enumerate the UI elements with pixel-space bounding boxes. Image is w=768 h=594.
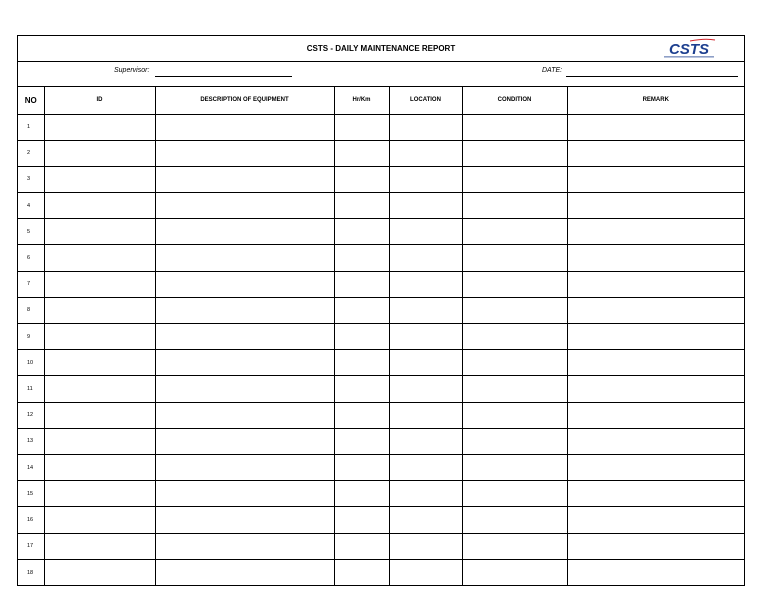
csts-logo-graphic <box>660 37 718 61</box>
table-row <box>18 454 744 480</box>
id-cell[interactable] <box>44 219 155 245</box>
column-header-remark: REMARK <box>567 87 744 114</box>
row-number: 14 <box>18 454 44 480</box>
table-row <box>18 271 744 297</box>
hr_km-cell[interactable] <box>334 350 389 376</box>
table-row <box>18 350 744 376</box>
description-cell[interactable] <box>155 559 334 585</box>
id-cell[interactable] <box>44 297 155 323</box>
row-number: 5 <box>18 219 44 245</box>
description-cell[interactable] <box>155 297 334 323</box>
condition-cell[interactable] <box>462 166 567 192</box>
id-cell[interactable] <box>44 324 155 350</box>
row-number: 4 <box>18 193 44 219</box>
description-cell[interactable] <box>155 428 334 454</box>
description-cell[interactable] <box>155 454 334 480</box>
meta-bar <box>18 62 744 87</box>
id-cell[interactable] <box>44 350 155 376</box>
column-header-hr_km: Hr/Km <box>334 87 389 114</box>
row-number: 1 <box>18 114 44 140</box>
condition-cell[interactable] <box>462 245 567 271</box>
title-bar <box>18 36 744 62</box>
location-cell[interactable] <box>389 454 462 480</box>
location-cell[interactable] <box>389 324 462 350</box>
table-row <box>18 324 744 350</box>
description-cell[interactable] <box>155 481 334 507</box>
hr_km-cell[interactable] <box>334 297 389 323</box>
id-cell[interactable] <box>44 140 155 166</box>
column-header-no: NO <box>18 87 44 114</box>
row-number: 7 <box>18 271 44 297</box>
location-cell[interactable] <box>389 245 462 271</box>
location-cell[interactable] <box>389 481 462 507</box>
id-cell[interactable] <box>44 428 155 454</box>
id-cell[interactable] <box>44 376 155 402</box>
supervisor-field[interactable] <box>155 76 292 77</box>
remark-cell[interactable] <box>567 481 744 507</box>
condition-cell[interactable] <box>462 454 567 480</box>
remark-cell[interactable] <box>567 114 744 140</box>
location-cell[interactable] <box>389 140 462 166</box>
column-header-location: LOCATION <box>389 87 462 114</box>
row-number: 17 <box>18 533 44 559</box>
hr_km-cell[interactable] <box>334 219 389 245</box>
hr_km-cell[interactable] <box>334 166 389 192</box>
supervisor-label: Supervisor: <box>114 67 150 74</box>
table-row <box>18 402 744 428</box>
table-row <box>18 507 744 533</box>
row-number: 18 <box>18 559 44 585</box>
description-cell[interactable] <box>155 324 334 350</box>
date-field[interactable] <box>566 76 738 77</box>
row-number: 12 <box>18 402 44 428</box>
row-number: 13 <box>18 428 44 454</box>
table-row <box>18 297 744 323</box>
column-header-description: DESCRIPTION OF EQUIPMENT <box>155 87 334 114</box>
table-row <box>18 193 744 219</box>
table-row <box>18 376 744 402</box>
location-cell[interactable] <box>389 271 462 297</box>
row-number: 3 <box>18 166 44 192</box>
id-cell[interactable] <box>44 454 155 480</box>
remark-cell[interactable] <box>567 271 744 297</box>
hr_km-cell[interactable] <box>334 193 389 219</box>
row-number: 11 <box>18 376 44 402</box>
hr_km-cell[interactable] <box>334 428 389 454</box>
location-cell[interactable] <box>389 297 462 323</box>
remark-cell[interactable] <box>567 428 744 454</box>
row-number: 2 <box>18 140 44 166</box>
row-number: 8 <box>18 297 44 323</box>
hr_km-cell[interactable] <box>334 271 389 297</box>
hr_km-cell[interactable] <box>334 140 389 166</box>
report-title: CSTS - DAILY MAINTENANCE REPORT <box>306 44 456 53</box>
condition-cell[interactable] <box>462 271 567 297</box>
id-cell[interactable] <box>44 507 155 533</box>
id-cell[interactable] <box>44 559 155 585</box>
description-cell[interactable] <box>155 271 334 297</box>
table-body <box>18 114 744 585</box>
hr_km-cell[interactable] <box>334 402 389 428</box>
hr_km-cell[interactable] <box>334 324 389 350</box>
description-cell[interactable] <box>155 193 334 219</box>
hr_km-cell[interactable] <box>334 245 389 271</box>
location-cell[interactable] <box>389 193 462 219</box>
condition-cell[interactable] <box>462 481 567 507</box>
location-cell[interactable] <box>389 428 462 454</box>
table-row <box>18 114 744 140</box>
id-cell[interactable] <box>44 114 155 140</box>
condition-cell[interactable] <box>462 114 567 140</box>
description-cell[interactable] <box>155 350 334 376</box>
description-cell[interactable] <box>155 376 334 402</box>
table-row <box>18 481 744 507</box>
table-row <box>18 166 744 192</box>
location-cell[interactable] <box>389 166 462 192</box>
condition-cell[interactable] <box>462 402 567 428</box>
table-row <box>18 219 744 245</box>
hr_km-cell[interactable] <box>334 376 389 402</box>
remark-cell[interactable] <box>567 454 744 480</box>
hr_km-cell[interactable] <box>334 559 389 585</box>
table-row <box>18 245 744 271</box>
id-cell[interactable] <box>44 193 155 219</box>
hr_km-cell[interactable] <box>334 481 389 507</box>
description-cell[interactable] <box>155 140 334 166</box>
column-header-condition: CONDITION <box>462 87 567 114</box>
table-header-row <box>18 87 744 114</box>
row-number: 15 <box>18 481 44 507</box>
description-cell[interactable] <box>155 219 334 245</box>
id-cell[interactable] <box>44 166 155 192</box>
location-cell[interactable] <box>389 402 462 428</box>
remark-cell[interactable] <box>567 245 744 271</box>
hr_km-cell[interactable] <box>334 114 389 140</box>
remark-cell[interactable] <box>567 402 744 428</box>
remark-cell[interactable] <box>567 559 744 585</box>
condition-cell[interactable] <box>462 533 567 559</box>
remark-cell[interactable] <box>567 376 744 402</box>
id-cell[interactable] <box>44 533 155 559</box>
remark-cell[interactable] <box>567 140 744 166</box>
condition-cell[interactable] <box>462 559 567 585</box>
logo-wordmark: CSTS <box>668 41 710 58</box>
condition-cell[interactable] <box>462 140 567 166</box>
remark-cell[interactable] <box>567 507 744 533</box>
row-number: 16 <box>18 507 44 533</box>
id-cell[interactable] <box>44 271 155 297</box>
maintenance-report-form <box>17 35 745 586</box>
id-cell[interactable] <box>44 402 155 428</box>
remark-cell[interactable] <box>567 533 744 559</box>
condition-cell[interactable] <box>462 193 567 219</box>
id-cell[interactable] <box>44 245 155 271</box>
condition-cell[interactable] <box>462 297 567 323</box>
remark-cell[interactable] <box>567 219 744 245</box>
location-cell[interactable] <box>389 559 462 585</box>
row-number: 6 <box>18 245 44 271</box>
condition-cell[interactable] <box>462 376 567 402</box>
description-cell[interactable] <box>155 166 334 192</box>
location-cell[interactable] <box>389 376 462 402</box>
table-row <box>18 428 744 454</box>
maintenance-table <box>18 87 744 585</box>
location-cell[interactable] <box>389 114 462 140</box>
remark-cell[interactable] <box>567 297 744 323</box>
remark-cell[interactable] <box>567 350 744 376</box>
row-number: 10 <box>18 350 44 376</box>
location-cell[interactable] <box>389 533 462 559</box>
condition-cell[interactable] <box>462 428 567 454</box>
description-cell[interactable] <box>155 507 334 533</box>
condition-cell[interactable] <box>462 324 567 350</box>
table-row <box>18 559 744 585</box>
condition-cell[interactable] <box>462 507 567 533</box>
location-cell[interactable] <box>389 219 462 245</box>
description-cell[interactable] <box>155 245 334 271</box>
remark-cell[interactable] <box>567 193 744 219</box>
column-header-id: ID <box>44 87 155 114</box>
location-cell[interactable] <box>389 507 462 533</box>
table-row <box>18 533 744 559</box>
location-cell[interactable] <box>389 350 462 376</box>
hr_km-cell[interactable] <box>334 454 389 480</box>
condition-cell[interactable] <box>462 350 567 376</box>
row-number: 9 <box>18 324 44 350</box>
description-cell[interactable] <box>155 533 334 559</box>
description-cell[interactable] <box>155 114 334 140</box>
hr_km-cell[interactable] <box>334 507 389 533</box>
remark-cell[interactable] <box>567 166 744 192</box>
date-label: DATE: <box>542 67 563 74</box>
remark-cell[interactable] <box>567 324 744 350</box>
hr_km-cell[interactable] <box>334 533 389 559</box>
id-cell[interactable] <box>44 481 155 507</box>
csts-logo <box>660 37 718 61</box>
condition-cell[interactable] <box>462 219 567 245</box>
table-row <box>18 140 744 166</box>
description-cell[interactable] <box>155 402 334 428</box>
